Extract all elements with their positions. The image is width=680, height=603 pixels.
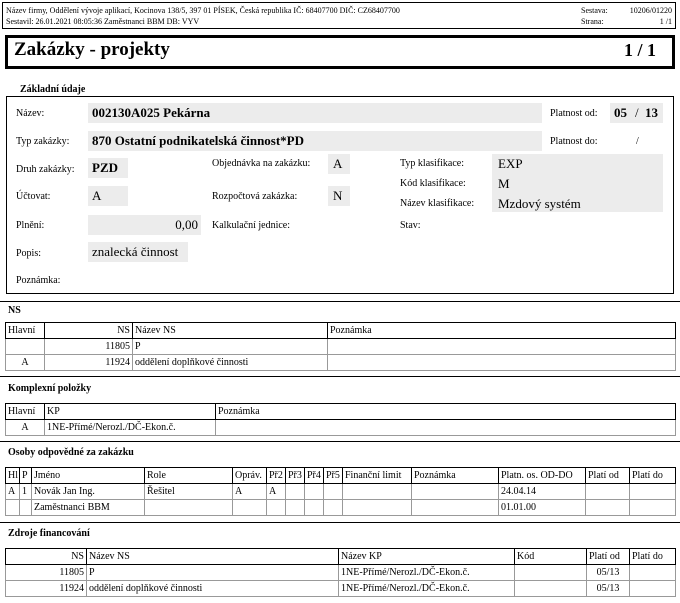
platnost-do-label: Platnost do: (550, 136, 598, 147)
osoby-col-plati-od: Platí od (586, 468, 630, 484)
komplexni-cell: A (6, 420, 45, 436)
osoby-col-pr2: Př2 (267, 468, 286, 484)
table-row (6, 500, 676, 516)
section-osoby-title: Osoby odpovědné za zakázku (8, 447, 134, 458)
typ-label: Typ zakázky: (16, 136, 70, 147)
plneni-label: Plnění: (16, 220, 45, 231)
osoby-cell (286, 500, 305, 516)
nazev-klasifikace-label: Název klasifikace: (400, 198, 475, 209)
table-row (6, 339, 676, 355)
zdroje-cell (515, 565, 587, 581)
komplexni-cell (216, 420, 676, 436)
zdroje-cell: 1NE-Přímé/Nerozl./DČ-Ekon.č. (339, 565, 515, 581)
zdroje-col-plati-do: Platí do (630, 549, 676, 565)
company-line: Název firmy, Oddělení vývoje aplikací, Kocinova 138/5, 397 01 PÍSEK, Česká republika IČ: 68407700 DIČ: CZ68407700 (6, 6, 400, 15)
popis-value: znalecká činnost (92, 244, 179, 259)
separator (0, 301, 680, 302)
poznamka-label: Poznámka: (16, 275, 61, 286)
ns-cell (328, 355, 676, 371)
page-count: 1 / 1 (623, 40, 656, 60)
rozpoctova-label: Rozpočtová zakázka: (212, 191, 298, 202)
komplexni-table (5, 403, 676, 436)
report-label: Sestava: (581, 6, 608, 15)
zdroje-cell (630, 565, 676, 581)
osoby-cell: 01.01.00 (499, 500, 586, 516)
platnost-od-sep: / (635, 105, 639, 120)
osoby-cell (630, 484, 676, 500)
table-row (6, 581, 676, 597)
page-label: Strana: (581, 17, 604, 26)
osoby-cell: 24.04.14 (499, 484, 586, 500)
stav-label: Stav: (400, 220, 421, 231)
osoby-cell: Řešitel (145, 484, 233, 500)
ns-cell: 11805 (45, 339, 133, 355)
zdroje-cell: 05/13 (587, 581, 630, 597)
section-zdroje-title: Zdroje financování (8, 528, 90, 539)
ns-cell: A (6, 355, 45, 371)
osoby-col-poznamka: Poznámka (412, 468, 499, 484)
zdroje-cell: 05/13 (587, 565, 630, 581)
separator (0, 376, 680, 377)
druh-label: Druh zakázky: (16, 164, 75, 175)
zdroje-cell (515, 581, 587, 597)
separator (0, 441, 680, 442)
osoby-cell (324, 484, 343, 500)
komplexni-col-poznamka: Poznámka (216, 404, 676, 420)
osoby-cell (412, 484, 499, 500)
table-row (6, 484, 676, 500)
table-row (6, 565, 676, 581)
osoby-table (5, 467, 676, 516)
ns-cell (328, 339, 676, 355)
osoby-header-row (6, 468, 676, 484)
osoby-cell (286, 484, 305, 500)
report-value: 10206/01220 (629, 6, 672, 15)
kalkulacni-jednice-label: Kalkulační jednice: (212, 220, 291, 231)
zdroje-cell: oddělení doplňkové činnosti (87, 581, 339, 597)
osoby-cell (586, 484, 630, 500)
osoby-cell (343, 484, 412, 500)
section-basic-title: Základní údaje (20, 84, 86, 95)
zdroje-col-kod: Kód (515, 549, 587, 565)
osoby-col-p: P (20, 468, 32, 484)
zdroje-header-row (6, 549, 676, 565)
osoby-col-pr3: Př3 (286, 468, 305, 484)
zdroje-col-nazev-kp: Název KP (339, 549, 515, 565)
osoby-cell (586, 500, 630, 516)
table-row (6, 355, 676, 371)
nazev-klasifikace-value: Mzdový systém (498, 196, 581, 211)
plneni-value: 0,00 (175, 217, 198, 232)
ns-cell (6, 339, 45, 355)
ns-col-ns: NS (45, 323, 133, 339)
osoby-cell (343, 500, 412, 516)
osoby-cell: Zaměstnanci BBM (32, 500, 145, 516)
rozpoctova-value: N (333, 188, 343, 203)
osoby-cell (233, 500, 267, 516)
page-title: Zakázky - projekty (14, 39, 170, 60)
osoby-cell (267, 500, 286, 516)
osoby-col-platnost: Platn. os. OD-DO (499, 468, 586, 484)
osoby-cell: A (233, 484, 267, 500)
platnost-od-month: 05 (614, 105, 627, 120)
typ-klasifikace-value: EXP (498, 156, 523, 171)
nazev-value: 002130A025 Pekárna (92, 105, 211, 120)
ns-table (5, 322, 676, 371)
report-header (2, 2, 676, 29)
section-komplexni-title: Komplexní položky (8, 383, 92, 394)
osoby-cell (305, 484, 324, 500)
osoby-col-pr4: Př4 (305, 468, 324, 484)
zdroje-cell (630, 581, 676, 597)
objednavka-label: Objednávka na zakázku: (212, 158, 311, 169)
osoby-col-plati-do: Platí do (630, 468, 676, 484)
platnost-do-value: / (636, 136, 639, 147)
created-line: Sestavil: 26.01.2021 08:05:36 Zaměstnanci BBM DB: VYV (6, 17, 200, 26)
komplexni-cell: 1NE-Přímé/Nerozl./DČ-Ekon.č. (45, 420, 216, 436)
kod-klasifikace-value: M (498, 176, 510, 191)
ns-col-poznamka: Poznámka (328, 323, 676, 339)
zdroje-cell: 11924 (6, 581, 87, 597)
zdroje-col-ns: NS (6, 549, 87, 565)
ns-cell: 11924 (45, 355, 133, 371)
platnost-od-year: 13 (645, 105, 658, 120)
osoby-cell: A (6, 484, 20, 500)
table-row (6, 420, 676, 436)
komplexni-col-hlavni: Hlavní (6, 404, 45, 420)
osoby-col-role: Role (145, 468, 233, 484)
typ-value: 870 Ostatní podnikatelská činnost*PD (92, 133, 305, 148)
osoby-col-jmeno: Jméno (32, 468, 145, 484)
osoby-col-pr5: Př5 (324, 468, 343, 484)
kod-klasifikace-label: Kód klasifikace: (400, 178, 466, 189)
popis-label: Popis: (16, 248, 42, 259)
osoby-cell (145, 500, 233, 516)
osoby-cell: Novák Jan Ing. (32, 484, 145, 500)
zdroje-table (5, 548, 676, 597)
uctovat-value: A (92, 188, 102, 203)
ns-col-hlavni: Hlavní (6, 323, 45, 339)
osoby-cell (305, 500, 324, 516)
osoby-col-hl: Hl (6, 468, 20, 484)
ns-cell: P (133, 339, 328, 355)
zdroje-cell: 11805 (6, 565, 87, 581)
typ-klasifikace-label: Typ klasifikace: (400, 158, 464, 169)
osoby-cell (6, 500, 20, 516)
ns-col-nazev: Název NS (133, 323, 328, 339)
nazev-label: Název: (16, 108, 45, 119)
osoby-cell (412, 500, 499, 516)
komplexni-col-kp: KP (45, 404, 216, 420)
osoby-cell (20, 500, 32, 516)
objednavka-value: A (333, 156, 343, 171)
section-ns-title: NS (8, 305, 21, 316)
ns-header-row (6, 323, 676, 339)
separator (0, 522, 680, 523)
osoby-col-limit: Finanční limit (343, 468, 412, 484)
osoby-cell (630, 500, 676, 516)
zdroje-col-plati-od: Platí od (587, 549, 630, 565)
osoby-col-oprav: Opráv. (233, 468, 267, 484)
osoby-cell: 1 (20, 484, 32, 500)
page-value: 1 /1 (659, 17, 672, 26)
ns-cell: oddělení doplňkové činnosti (133, 355, 328, 371)
zdroje-cell: 1NE-Přímé/Nerozl./DČ-Ekon.č. (339, 581, 515, 597)
druh-value: PZD (92, 160, 118, 175)
uctovat-label: Účtovat: (16, 191, 51, 202)
zdroje-cell: P (87, 565, 339, 581)
komplexni-header-row (6, 404, 676, 420)
platnost-od-label: Platnost od: (550, 108, 598, 119)
zdroje-col-nazev-ns: Název NS (87, 549, 339, 565)
osoby-cell: A (267, 484, 286, 500)
osoby-cell (324, 500, 343, 516)
